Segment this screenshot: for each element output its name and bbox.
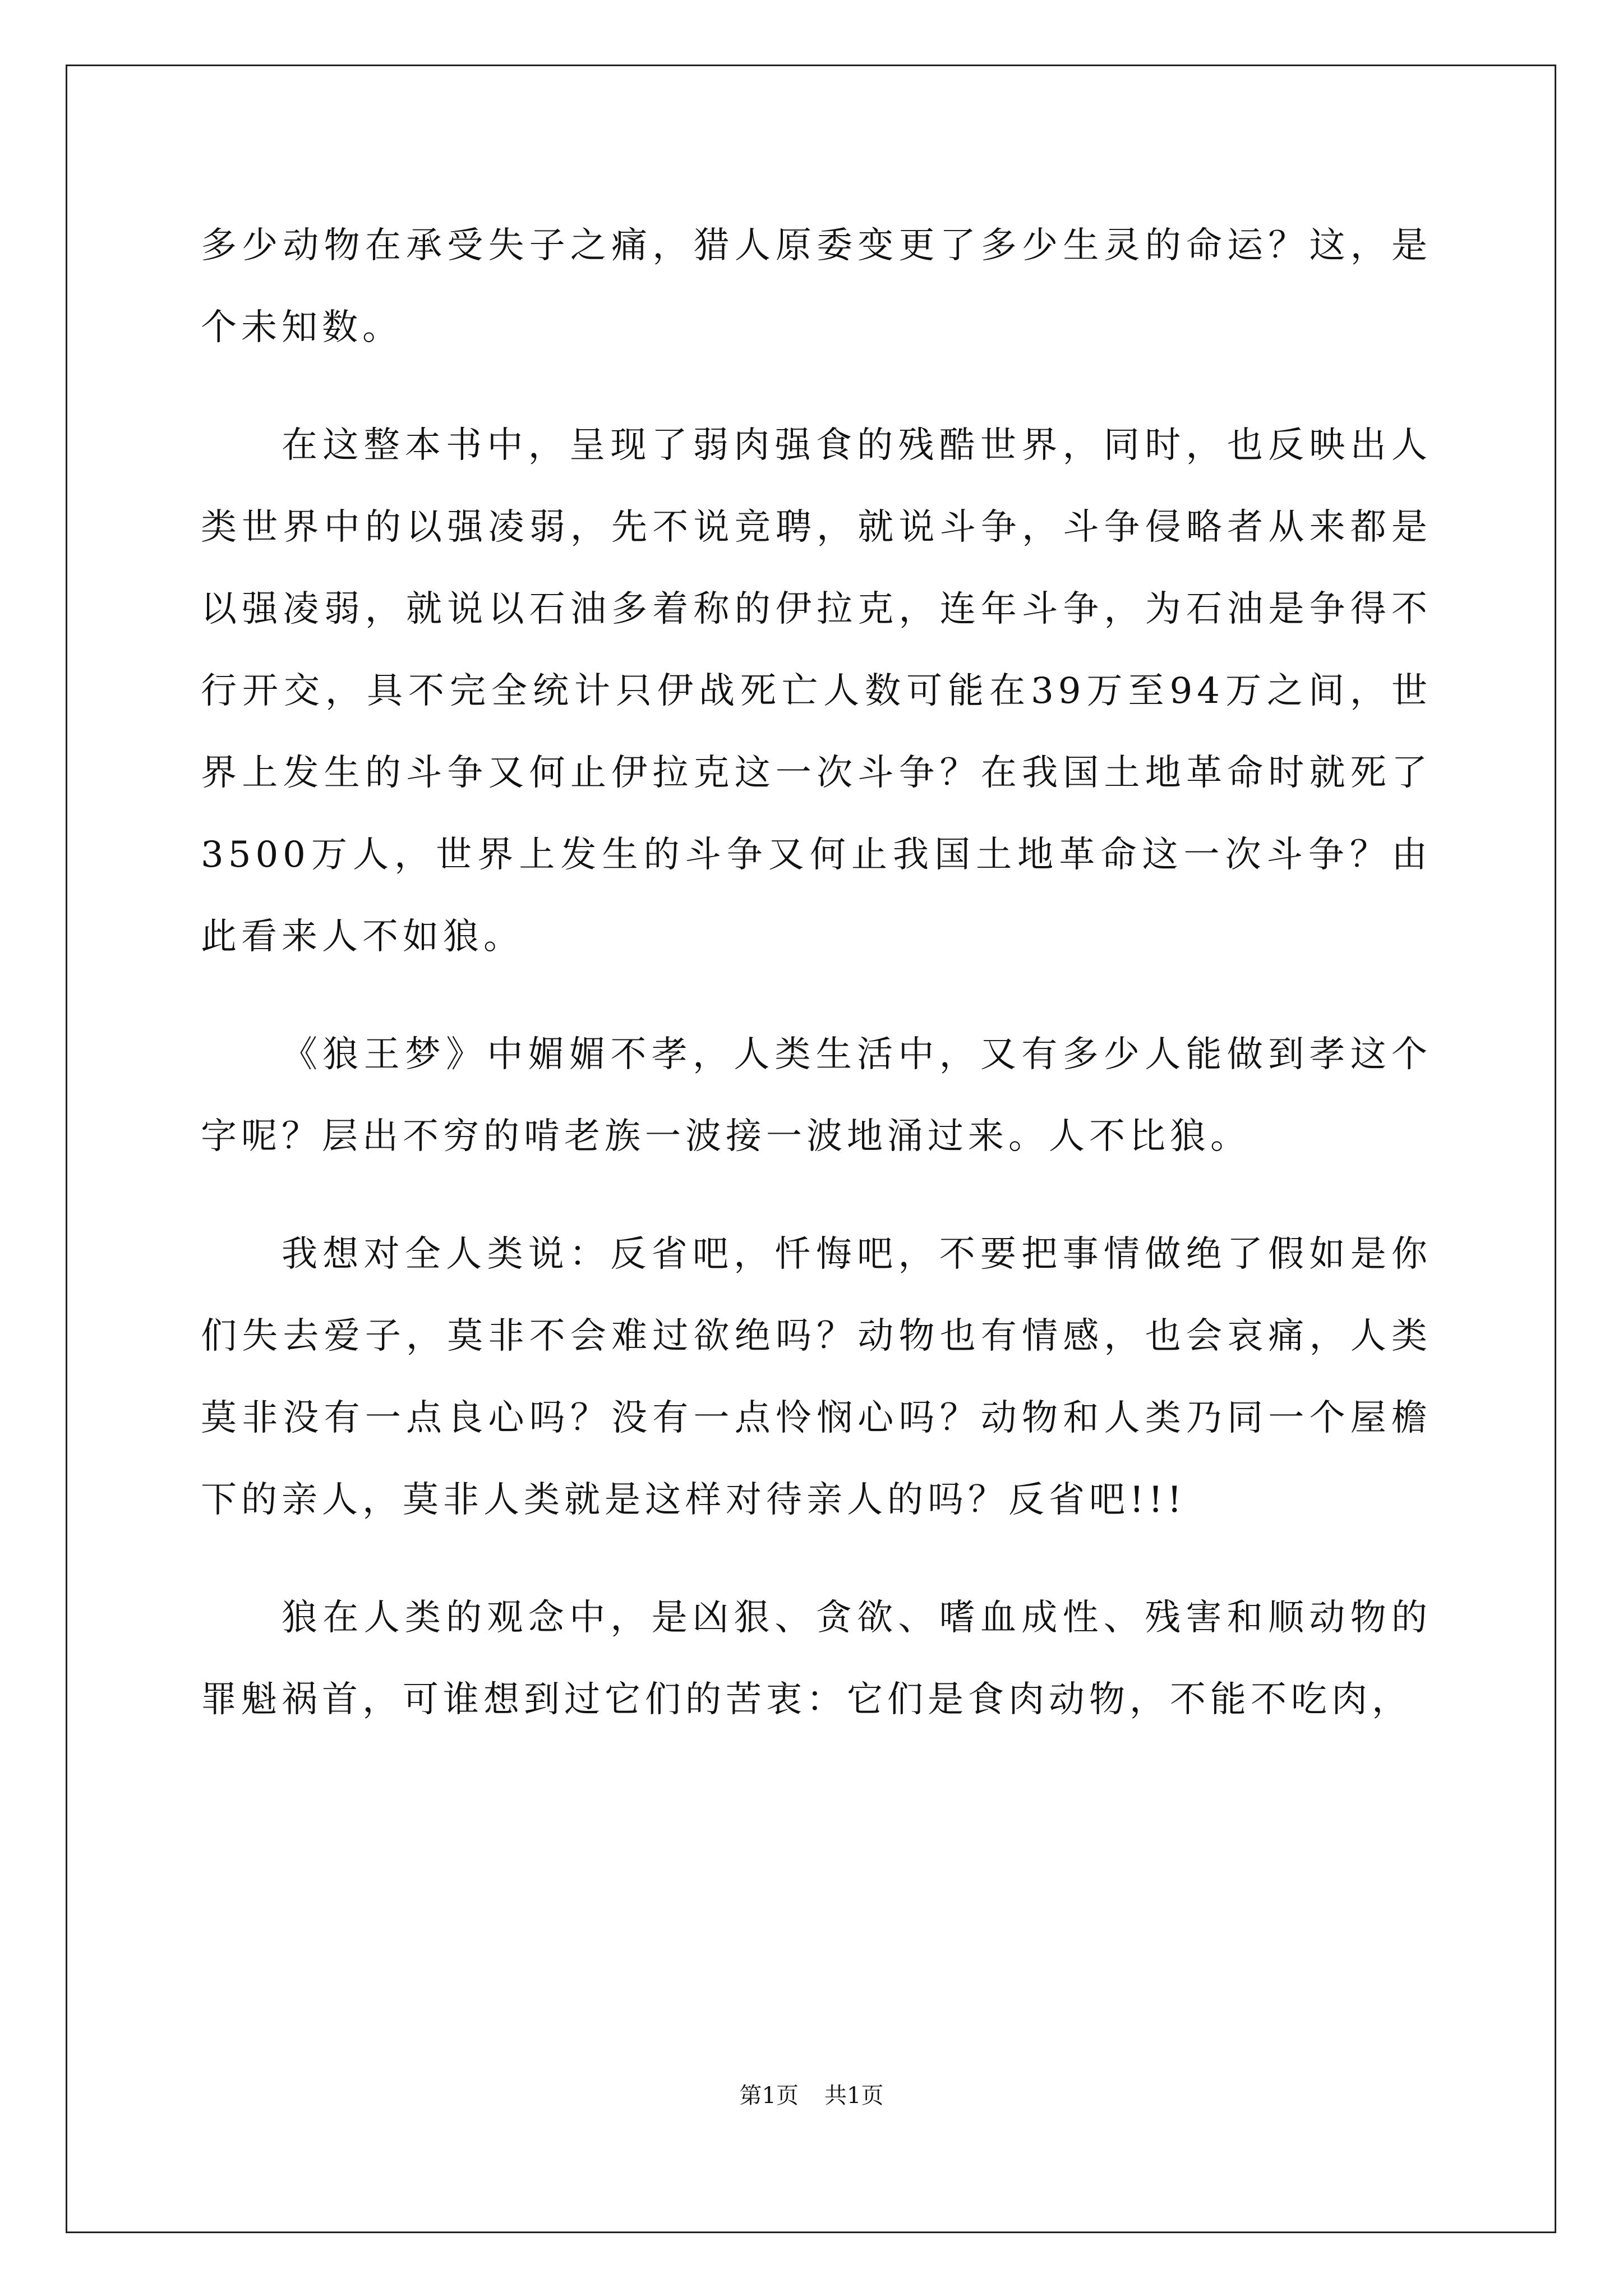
page-total: 共1页 [824,2083,884,2109]
paragraph: 多少动物在承受失子之痛，猎人原委变更了多少生灵的命运？这，是个未知数。 [201,225,1432,348]
paragraph: 《狼王梦》中媚媚不孝，人类生活中，又有多少人能做到孝这个字呢？层出不穷的啃老族一波接一波地涌过来。人不比狼。 [201,1034,1432,1157]
paragraph: 狼在人类的观念中，是凶狠、贪欲、嗜血成性、残害和顺动物的罪魁祸首，可谁想到过它们的苦衷：它们是食肉动物，不能不吃肉， [201,1597,1432,1720]
page-number: 第1页 [739,2083,799,2109]
document-body [201,205,1432,1777]
paragraph: 在这整本书中，呈现了弱肉强食的残酷世界，同时，也反映出人类世界中的以强凌弱，先不说竞聘，就说斗争，斗争侵略者从来都是以强凌弱，就说以石油多着称的伊拉克，连年斗争，为石油是争得不行开交，具不完全统计只伊战死亡人数可能在39万至94万之间，世界上发生的斗争又何止伊拉克这一次斗争？在我国土地革命时就死了3500万人，世界上发生的斗争又何止我国土地革命这一次斗争？由此看来人不如狼。 [201,425,1432,958]
paragraph: 我想对全人类说：反省吧，忏悔吧，不要把事情做绝了假如是你们失去爱子，莫非不会难过欲绝吗？动物也有情感，也会哀痛，人类莫非没有一点良心吗？没有一点怜悯心吗？动物和人类乃同一个屋檐下的亲人，莫非人类就是这样对待亲人的吗？反省吧!!! [201,1234,1432,1521]
page-footer [0,2080,1623,2111]
